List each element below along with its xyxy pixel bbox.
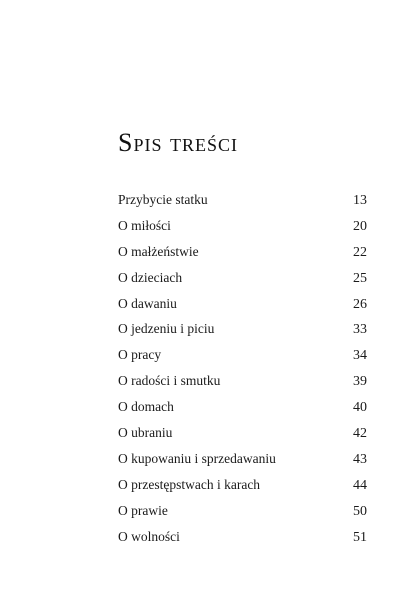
toc-entry-title: O dzieciach bbox=[118, 269, 183, 285]
toc-entry-page-number: 20 bbox=[353, 218, 367, 234]
toc-entry-page-number: 51 bbox=[353, 529, 367, 545]
toc-entry-title: O kupowaniu i sprzedawaniu bbox=[118, 450, 276, 466]
toc-entry-page-number: 22 bbox=[353, 244, 367, 260]
toc-heading: Spis treści bbox=[118, 128, 238, 157]
toc-entry-title: O dawaniu bbox=[118, 295, 177, 311]
toc-entry-page-number: 43 bbox=[353, 451, 367, 467]
toc-entry bbox=[118, 213, 367, 239]
toc-entry-title: O prawie bbox=[118, 502, 168, 518]
toc-entry bbox=[118, 239, 367, 265]
toc-entry bbox=[118, 187, 367, 213]
toc-entry-page-number: 39 bbox=[353, 374, 367, 390]
toc-entry bbox=[118, 524, 367, 550]
toc-list bbox=[118, 187, 367, 549]
toc-entry-title: O miłości bbox=[118, 217, 171, 233]
toc-entry-title: O pracy bbox=[118, 347, 162, 363]
toc-entry-title: O wolności bbox=[118, 528, 180, 544]
toc-entry-page-number: 34 bbox=[353, 348, 367, 364]
toc-entry-title: O jedzeniu i piciu bbox=[118, 321, 215, 337]
toc-entry-title: O małżeństwie bbox=[118, 243, 199, 259]
toc-entry bbox=[118, 394, 367, 420]
toc-entry-title: O domach bbox=[118, 399, 174, 415]
toc-entry bbox=[118, 420, 367, 446]
toc-entry bbox=[118, 368, 367, 394]
toc-entry-page-number: 50 bbox=[353, 503, 367, 519]
toc-entry-page-number: 13 bbox=[353, 193, 367, 208]
toc-entry-page-number: 26 bbox=[353, 296, 367, 312]
toc-entry-page-number: 40 bbox=[353, 400, 367, 416]
toc-entry-page-number: 33 bbox=[353, 322, 367, 338]
toc-entry-page-number: 44 bbox=[353, 477, 367, 493]
toc-entry bbox=[118, 316, 367, 342]
toc-entry-page-number: 25 bbox=[353, 270, 367, 286]
toc-entry bbox=[118, 446, 367, 472]
toc-entry bbox=[118, 265, 367, 291]
toc-entry-title: O radości i smutku bbox=[118, 373, 221, 389]
toc-entry bbox=[118, 498, 367, 524]
toc-entry-title: O ubraniu bbox=[118, 425, 173, 441]
toc-entry-title: Przybycie statku bbox=[118, 192, 208, 207]
toc-entry-title: O przestępstwach i karach bbox=[118, 476, 261, 492]
toc-entry bbox=[118, 472, 367, 498]
toc-entry bbox=[118, 291, 367, 317]
toc-entry bbox=[118, 342, 367, 368]
toc-entry-page-number: 42 bbox=[353, 426, 367, 442]
